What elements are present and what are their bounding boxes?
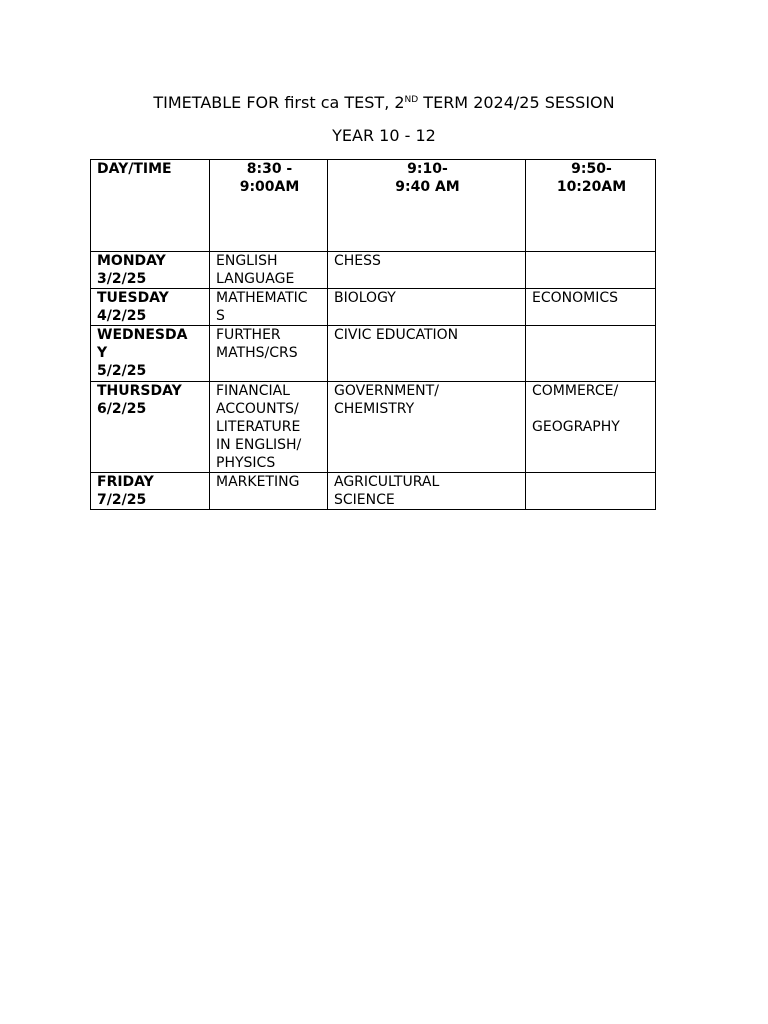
document-subtitle: YEAR 10 - 12 xyxy=(332,126,436,145)
subject-cell: GOVERNMENT/ CHEMISTRY xyxy=(328,382,526,473)
header-day-time: DAY/TIME xyxy=(91,160,210,252)
table-row xyxy=(91,473,656,510)
subject-cell: COMMERCE/ GEOGRAPHY xyxy=(526,382,656,473)
day-cell: THURSDAY 6/2/25 xyxy=(91,382,210,473)
title-superscript: ND xyxy=(404,95,419,105)
subject-cell: CIVIC EDUCATION xyxy=(328,326,526,382)
subject-cell: BIOLOGY xyxy=(328,289,526,326)
header-slot-2: 9:10- 9:40 AM xyxy=(328,160,526,252)
title-suffix: TERM 2024/25 SESSION xyxy=(418,93,615,112)
table-row xyxy=(91,289,656,326)
day-cell: MONDAY 3/2/25 xyxy=(91,252,210,289)
subject-cell: FURTHER MATHS/CRS xyxy=(210,326,328,382)
title-prefix: TIMETABLE FOR first ca TEST, 2 xyxy=(153,93,405,112)
day-cell: FRIDAY 7/2/25 xyxy=(91,473,210,510)
day-cell: TUESDAY 4/2/25 xyxy=(91,289,210,326)
header-slot-1: 8:30 - 9:00AM xyxy=(210,160,328,252)
subject-cell: ENGLISH LANGUAGE xyxy=(210,252,328,289)
header-slot-3: 9:50- 10:20AM xyxy=(526,160,656,252)
subject-cell: ECONOMICS xyxy=(526,289,656,326)
table-row xyxy=(91,382,656,473)
header-row xyxy=(91,160,656,252)
subject-cell xyxy=(526,326,656,382)
subject-cell: CHESS xyxy=(328,252,526,289)
document-title xyxy=(0,93,768,113)
subject-cell: FINANCIAL ACCOUNTS/ LITERATURE IN ENGLISH/ PHYSICS xyxy=(210,382,328,473)
table-row xyxy=(91,326,656,382)
day-cell: WEDNESDA Y 5/2/25 xyxy=(91,326,210,382)
subject-cell: MATHEMATIC S xyxy=(210,289,328,326)
subject-cell xyxy=(526,473,656,510)
subject-cell xyxy=(526,252,656,289)
subject-cell: MARKETING xyxy=(210,473,328,510)
timetable xyxy=(90,159,656,510)
table-row xyxy=(91,252,656,289)
subject-cell: AGRICULTURAL SCIENCE xyxy=(328,473,526,510)
